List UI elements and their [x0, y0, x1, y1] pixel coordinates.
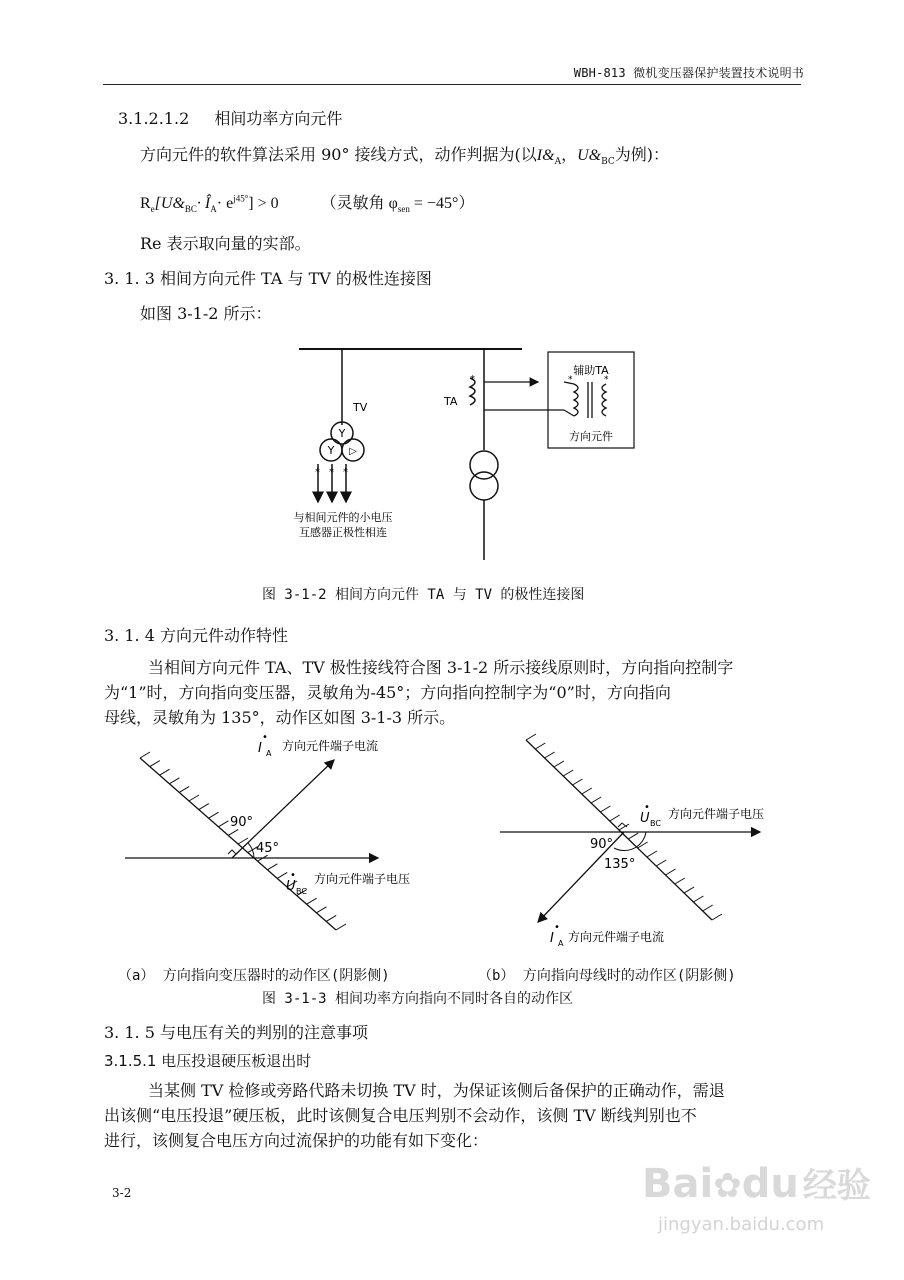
paragraph-algorithm [140, 142, 669, 167]
hatch-tick [316, 907, 326, 913]
hatch-tick [647, 851, 657, 857]
separator: ， [561, 145, 578, 164]
paragraph-re: Re 表示取向量的实部。 [140, 234, 311, 253]
hatch-tick [199, 804, 209, 810]
aux-ta-primary-coil [574, 384, 578, 416]
hatch-tick [160, 769, 170, 775]
angle-45-a: 45° [256, 841, 280, 856]
power-transformer-winding-1 [470, 451, 498, 479]
paragraph-line-1: 当相间方向元件 TA、TV 极性接线符合图 3-1-2 所示接线原则时，方向指向控制字 [148, 658, 734, 677]
right-angle-mark-a [228, 850, 236, 854]
hatch-tick [675, 878, 685, 884]
voltage-sub-b: BC [650, 819, 661, 828]
current-symbol-a: I [258, 741, 262, 756]
current-symbol-b: I [550, 931, 554, 946]
hatch-tick [600, 806, 610, 812]
phasor-ubc-sub: BC [601, 157, 615, 168]
aux-ta-star-2: * [604, 375, 609, 385]
phasor-ia-sub: A [554, 157, 562, 168]
watermark-brand-bai: Bai [642, 1161, 714, 1207]
hatch-tick [228, 829, 238, 835]
formula-part-d: ] > 0 [248, 195, 279, 212]
watermark-brand-du: du [741, 1161, 799, 1207]
hatch-tick [277, 872, 287, 878]
hatch-tick [712, 914, 722, 920]
hatch-tick [336, 924, 346, 930]
tv-polarity-star-2: * [329, 467, 334, 478]
hatch-tick [703, 905, 713, 911]
current-sub-b: A [558, 939, 564, 948]
hatch-tick [238, 838, 248, 844]
hatch-tick [591, 797, 601, 803]
section-title: 相间功率方向元件 [214, 109, 343, 128]
formula-re-sub: e [150, 204, 155, 215]
figure-3-1-2 [0, 330, 904, 580]
hatch-tick [545, 752, 555, 758]
hatch-tick [628, 833, 638, 839]
tv-delta-symbol: ▷ [349, 446, 357, 457]
current-label-a: 方向元件端子电流 [282, 739, 379, 753]
phasor-ia: I& [536, 147, 555, 164]
formula-sub-bc: BC [184, 204, 197, 215]
hatch-tick [684, 887, 694, 893]
angle-135-b: 135° [604, 857, 636, 872]
hatching-b [526, 734, 722, 920]
angle-90-b: 90° [590, 837, 614, 852]
paragraph-text-end: 为例)： [614, 145, 669, 164]
formula-part-b: · Î [196, 195, 211, 212]
power-transformer-winding-2 [470, 472, 498, 500]
hatch-tick [326, 915, 336, 921]
formula-exponent: j45° [233, 193, 249, 204]
voltage-symbol-a: U [286, 879, 296, 894]
section-heading-3-1-4: 3. 1. 4 方向元件动作特性 [104, 626, 288, 645]
paragraph-3-1-5-1-line-3: 进行，该侧复合电压方向过流保护的功能有如下变化： [104, 1131, 489, 1150]
voltage-symbol-b: U [640, 811, 650, 826]
direction-element-label: 方向元件 [569, 430, 613, 443]
figure-3-1-2-caption: 图 3-1-2 相间方向元件 TA 与 TV 的极性连接图 [262, 587, 585, 603]
hatch-tick [307, 898, 317, 904]
running-header: WBH-813 微机变压器保护装置技术说明书 [573, 66, 804, 80]
paragraph-line-3: 母线，灵敏角为 135°，动作区如图 3-1-3 所示。 [104, 708, 456, 727]
paragraph-text: 方向元件的软件算法采用 90° 接线方式，动作判据为(以 [140, 145, 537, 164]
current-vector-a [232, 760, 334, 858]
formula-part-c: · e [216, 195, 234, 212]
paragraph-line-2: 为“1”时，方向指向变压器，灵敏角为-45°；方向指向控制字为“0”时，方向指向 [104, 683, 671, 702]
tv-note-line-2: 互感器正极性相连 [299, 526, 387, 539]
section-number: 3.1.2.1.2 [118, 109, 190, 128]
current-dot-a: • [262, 732, 268, 743]
paragraph-3-1-5-1-line-1: 当某侧 TV 检修或旁路代路未切换 TV 时，为保证该侧后备保护的正确动作，需退 [148, 1081, 725, 1100]
paw-icon: ✿ [713, 1166, 742, 1206]
formula-re: R [140, 195, 151, 212]
hatch-tick [140, 752, 150, 758]
tv-polarity-star-1: * [315, 467, 320, 478]
hatch-tick [610, 815, 620, 821]
hatch-tick [554, 761, 564, 767]
formula-part-a: [U& [154, 195, 185, 212]
diagram-a [125, 732, 410, 930]
aux-ta-secondary-coil [602, 384, 606, 416]
phasor-ubc: U& [577, 147, 602, 164]
formula-criterion [140, 190, 474, 214]
tv-note-line-1: 与相间元件的小电压 [293, 511, 393, 524]
page-number: 3-2 [112, 1186, 132, 1200]
voltage-label-a: 方向元件端子电压 [314, 872, 411, 886]
formula-sub-a: A [210, 204, 217, 215]
formula-note-sub: sen [397, 204, 410, 215]
hatch-tick [535, 743, 545, 749]
hatch-tick [693, 896, 703, 902]
sub-caption-a: （a） 方向指向变压器时的动作区(阴影侧) [118, 968, 390, 984]
watermark-url: jingyan.baidu.com [658, 1214, 825, 1235]
tv-wye-symbol: Y [338, 427, 346, 440]
hatch-tick [526, 734, 536, 740]
section-heading-3-1-5-1: 3.1.5.1 电压投退硬压板退出时 [104, 1052, 312, 1070]
aux-ta-star-1: * [568, 375, 573, 385]
tv-label: TV [353, 401, 368, 414]
ta-polarity-star: * [470, 374, 475, 385]
figure-3-1-3-caption: 图 3-1-3 相间功率方向指向不同时各自的动作区 [262, 991, 573, 1007]
aux-ta-lead-out [564, 410, 574, 416]
section-heading-3-1-3: 3. 1. 3 相间方向元件 TA 与 TV 的极性连接图 [104, 269, 432, 288]
voltage-dot-a: • [290, 870, 296, 881]
tv-polarity-star-3: * [343, 467, 348, 478]
hatch-tick [150, 761, 160, 767]
section-heading-3-1-5: 3. 1. 5 与电压有关的判别的注意事项 [104, 1023, 368, 1042]
formula-note-end: = −45°） [409, 195, 475, 212]
hatch-tick [179, 786, 189, 792]
hatch-tick [189, 795, 199, 801]
sub-caption-b: （b） 方向指向母线时的动作区(阴影侧) [478, 968, 736, 984]
paragraph-fig-ref: 如图 3-1-2 所示： [140, 304, 272, 323]
current-label-b: 方向元件端子电流 [568, 930, 665, 944]
hatch-tick [218, 821, 228, 827]
figure-3-1-3 [0, 730, 904, 960]
voltage-sub-a: BC [296, 887, 307, 896]
current-dot-b: • [554, 922, 560, 933]
hatch-tick [267, 864, 277, 870]
header-rule [103, 84, 801, 85]
tv-wye-symbol-2: Y [327, 444, 335, 457]
formula-note: （灵敏角 φ [320, 195, 398, 212]
right-angle-mark-b [618, 823, 627, 827]
hatch-tick [666, 869, 676, 875]
baidu-watermark-logo [642, 1162, 871, 1208]
current-sub-a: A [266, 749, 272, 758]
hatch-tick [209, 812, 219, 818]
aux-ta-label: 辅助TA [573, 364, 609, 377]
section-heading-3-1-2-1-2 [118, 106, 342, 129]
hatch-tick [573, 779, 583, 785]
ta-label: TA [444, 395, 458, 408]
watermark-brand-cn: 经验 [802, 1166, 871, 1206]
voltage-label-b: 方向元件端子电压 [668, 807, 765, 821]
hatch-tick [169, 778, 179, 784]
hatch-tick [656, 860, 666, 866]
hatch-tick [563, 770, 573, 776]
hatch-tick [582, 788, 592, 794]
angle-90-a: 90° [230, 815, 254, 830]
diagram-b [500, 734, 764, 948]
voltage-dot-b: • [644, 802, 650, 813]
paragraph-3-1-5-1-line-2: 出该侧“电压投退”硬压板，此时该侧复合电压判别不会动作，该侧 TV 断线判别也不 [104, 1106, 697, 1125]
